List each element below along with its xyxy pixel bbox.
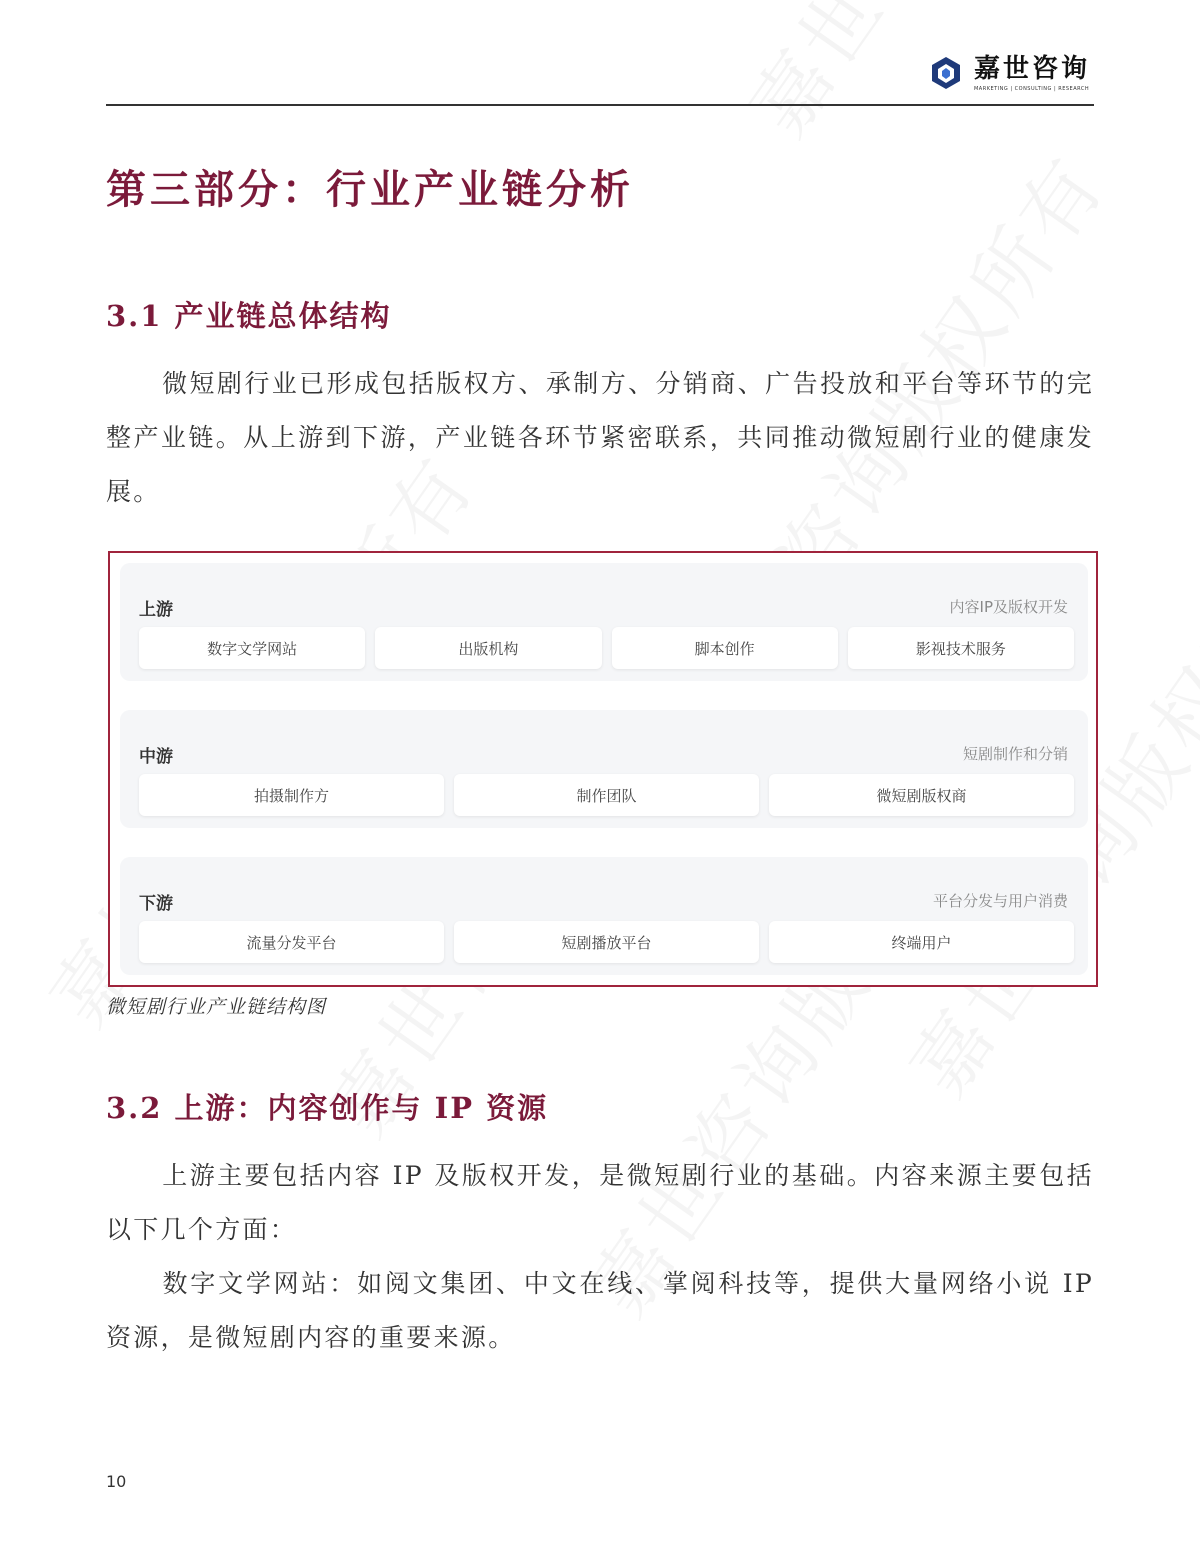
tier-label: 下游 [139, 894, 173, 914]
logo-tagline: MARKETING | CONSULTING | RESEARCH [973, 86, 1090, 92]
page-header [106, 40, 1094, 106]
part-title: 第三部分：行业产业链分析 [106, 166, 634, 213]
tier-item: 短剧播放平台 [454, 921, 759, 963]
page-number: 10 [106, 1472, 127, 1491]
tier-item: 微短剧版权商 [769, 774, 1074, 816]
logo-mark-icon [928, 55, 964, 91]
brand-logo [928, 54, 1090, 92]
tier-item: 脚本创作 [612, 627, 838, 669]
logo-name: 嘉世咨询 [973, 54, 1090, 84]
industry-chain-diagram [108, 551, 1098, 987]
tier-label: 上游 [139, 600, 173, 620]
tier-item: 拍摄制作方 [139, 774, 444, 816]
tier-downstream [120, 857, 1088, 975]
tier-note: 短剧制作和分销 [962, 745, 1068, 763]
tier-item: 终端用户 [769, 921, 1074, 963]
tier-note: 内容IP及版权开发 [949, 598, 1068, 616]
diagram-caption: 微短剧行业产业链结构图 [106, 996, 327, 1018]
tier-midstream [120, 710, 1088, 828]
section-3-1-title: 3.1 产业链总体结构 [106, 299, 392, 333]
section-3-2-paragraph-2: 数字文学网站：如阅文集团、中文在线、掌阅科技等，提供大量网络小说 IP 资源，是微短剧内容的重要来源。 [106, 1269, 1094, 1352]
section-3-1-paragraph: 微短剧行业已形成包括版权方、承制方、分销商、广告投放和平台等环节的完整产业链。从上游到下游，产业链各环节紧密联系，共同推动微短剧行业的健康发展。 [106, 369, 1094, 506]
tier-item: 流量分发平台 [139, 921, 444, 963]
tier-item: 制作团队 [454, 774, 759, 816]
tier-item: 出版机构 [375, 627, 601, 669]
tier-upstream [120, 563, 1088, 681]
tier-item: 数字文学网站 [139, 627, 365, 669]
tier-label: 中游 [139, 747, 173, 767]
tier-item: 影视技术服务 [848, 627, 1074, 669]
section-3-2-paragraph-1: 上游主要包括内容 IP 及版权开发，是微短剧行业的基础。内容来源主要包括以下几个方面： [106, 1161, 1094, 1244]
tier-note: 平台分发与用户消费 [932, 892, 1068, 910]
section-3-2-title: 3.2 上游：内容创作与 IP 资源 [106, 1091, 549, 1125]
